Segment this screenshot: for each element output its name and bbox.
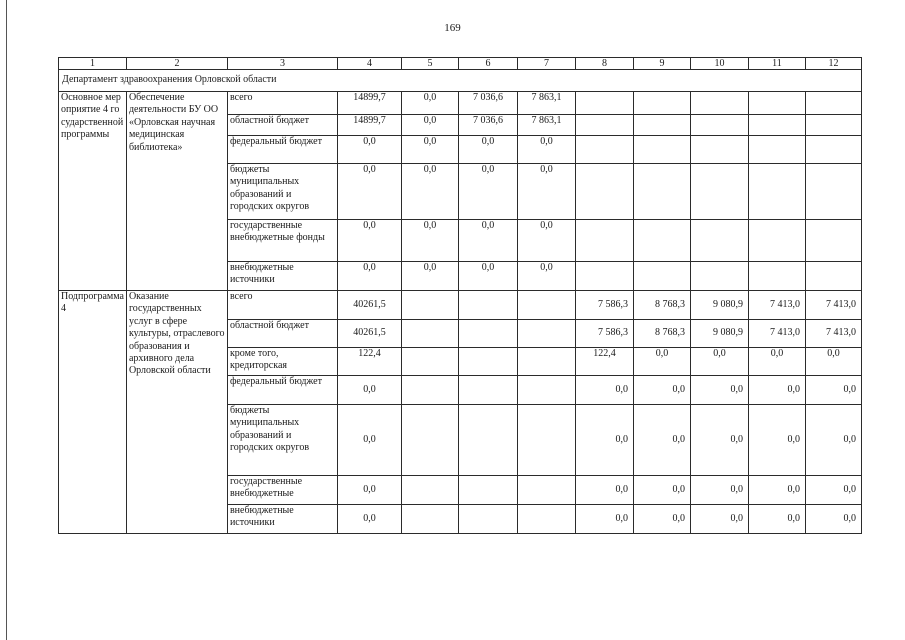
column-header: 6 xyxy=(458,58,517,70)
empty-cell xyxy=(748,220,805,262)
value-cell: 122,4 xyxy=(337,348,401,376)
value-cell: 40261,5 xyxy=(337,291,401,320)
funding-source-cell: кроме того, кредиторская xyxy=(227,348,337,376)
value-cell: 7 586,3 xyxy=(575,291,633,320)
column-header: 11 xyxy=(748,58,805,70)
value-cell: 0,0 xyxy=(805,376,861,405)
department-row xyxy=(59,70,862,92)
value-cell: 0,0 xyxy=(337,164,401,220)
value-cell: 0,0 xyxy=(690,505,748,534)
value-cell: 0,0 xyxy=(337,262,401,291)
empty-cell xyxy=(458,376,517,405)
funding-source-cell: внебюджетные источники xyxy=(227,505,337,534)
empty-cell xyxy=(517,405,575,476)
value-cell: 8 768,3 xyxy=(633,320,690,348)
scan-edge-line xyxy=(6,0,7,640)
value-cell: 40261,5 xyxy=(337,320,401,348)
column-header: 4 xyxy=(337,58,401,70)
column-header: 8 xyxy=(575,58,633,70)
value-cell: 0,0 xyxy=(458,262,517,291)
value-cell: 0,0 xyxy=(690,476,748,505)
empty-cell xyxy=(517,320,575,348)
funding-source-cell: государственные внебюджетные фонды xyxy=(227,220,337,262)
value-cell: 0,0 xyxy=(517,262,575,291)
empty-cell xyxy=(458,476,517,505)
value-cell: 0,0 xyxy=(401,220,458,262)
activity-kind-cell: Подпрограмма 4 xyxy=(59,291,127,534)
empty-cell xyxy=(690,220,748,262)
funding-source-cell: бюджеты муниципальных образований и городских округов xyxy=(227,164,337,220)
value-cell: 0,0 xyxy=(458,220,517,262)
empty-cell xyxy=(458,505,517,534)
value-cell: 7 036,6 xyxy=(458,92,517,115)
value-cell: 0,0 xyxy=(517,136,575,164)
value-cell: 0,0 xyxy=(337,476,401,505)
empty-cell xyxy=(690,262,748,291)
empty-cell xyxy=(633,136,690,164)
empty-cell xyxy=(517,476,575,505)
budget-table xyxy=(58,57,862,534)
empty-cell xyxy=(575,262,633,291)
value-cell: 0,0 xyxy=(748,376,805,405)
value-cell: 7 413,0 xyxy=(805,291,861,320)
value-cell: 7 863,1 xyxy=(517,115,575,136)
activity-name-cell: Оказание государственных услуг в сфере культуры, отраслевого образования и архивного дела Орловской области xyxy=(126,291,227,534)
empty-cell xyxy=(690,164,748,220)
empty-cell xyxy=(748,92,805,115)
funding-source-cell: областной бюджет xyxy=(227,320,337,348)
column-number-row xyxy=(59,58,862,70)
empty-cell xyxy=(401,320,458,348)
funding-source-cell: государственные внебюджетные xyxy=(227,476,337,505)
value-cell: 0,0 xyxy=(401,164,458,220)
empty-cell xyxy=(517,348,575,376)
value-cell: 122,4 xyxy=(575,348,633,376)
empty-cell xyxy=(748,262,805,291)
empty-cell xyxy=(805,262,861,291)
value-cell: 0,0 xyxy=(633,376,690,405)
value-cell: 0,0 xyxy=(458,136,517,164)
funding-source-cell: областной бюджет xyxy=(227,115,337,136)
value-cell: 0,0 xyxy=(805,505,861,534)
column-header: 7 xyxy=(517,58,575,70)
value-cell: 0,0 xyxy=(805,405,861,476)
empty-cell xyxy=(575,164,633,220)
value-cell: 0,0 xyxy=(690,376,748,405)
funding-source-cell: федеральный бюджет xyxy=(227,136,337,164)
budget-table-wrapper xyxy=(58,57,862,534)
empty-cell xyxy=(401,348,458,376)
value-cell: 0,0 xyxy=(575,505,633,534)
value-cell: 9 080,9 xyxy=(690,320,748,348)
department-name: Департамент здравоохранения Орловской области xyxy=(59,70,862,92)
column-header: 10 xyxy=(690,58,748,70)
funding-source-cell: федеральный бюджет xyxy=(227,376,337,405)
empty-cell xyxy=(633,92,690,115)
empty-cell xyxy=(748,136,805,164)
table-row xyxy=(59,291,862,320)
value-cell: 0,0 xyxy=(401,92,458,115)
empty-cell xyxy=(517,376,575,405)
value-cell: 0,0 xyxy=(633,505,690,534)
value-cell: 0,0 xyxy=(575,376,633,405)
value-cell: 7 413,0 xyxy=(748,291,805,320)
value-cell: 14899,7 xyxy=(337,115,401,136)
value-cell: 0,0 xyxy=(517,164,575,220)
value-cell: 0,0 xyxy=(690,405,748,476)
value-cell: 0,0 xyxy=(633,348,690,376)
empty-cell xyxy=(748,115,805,136)
empty-cell xyxy=(575,136,633,164)
column-header: 2 xyxy=(126,58,227,70)
value-cell: 9 080,9 xyxy=(690,291,748,320)
column-header: 3 xyxy=(227,58,337,70)
empty-cell xyxy=(690,92,748,115)
value-cell: 0,0 xyxy=(337,405,401,476)
column-header: 12 xyxy=(805,58,861,70)
column-header: 5 xyxy=(401,58,458,70)
empty-cell xyxy=(517,291,575,320)
value-cell: 7 863,1 xyxy=(517,92,575,115)
empty-cell xyxy=(575,92,633,115)
empty-cell xyxy=(401,376,458,405)
value-cell: 0,0 xyxy=(458,164,517,220)
value-cell: 0,0 xyxy=(337,376,401,405)
empty-cell xyxy=(575,115,633,136)
empty-cell xyxy=(575,220,633,262)
value-cell: 0,0 xyxy=(633,405,690,476)
value-cell: 7 036,6 xyxy=(458,115,517,136)
value-cell: 0,0 xyxy=(748,405,805,476)
empty-cell xyxy=(805,115,861,136)
empty-cell xyxy=(690,115,748,136)
column-header: 9 xyxy=(633,58,690,70)
activity-kind-cell: Основное мероприятие 4 государственной программы xyxy=(59,92,127,291)
value-cell: 0,0 xyxy=(748,476,805,505)
value-cell: 0,0 xyxy=(401,262,458,291)
value-cell: 7 413,0 xyxy=(805,320,861,348)
table-row xyxy=(59,92,862,115)
empty-cell xyxy=(458,291,517,320)
value-cell: 0,0 xyxy=(748,348,805,376)
value-cell: 0,0 xyxy=(633,476,690,505)
funding-source-cell: внебюджетные источники xyxy=(227,262,337,291)
empty-cell xyxy=(401,505,458,534)
value-cell: 0,0 xyxy=(401,136,458,164)
value-cell: 0,0 xyxy=(337,505,401,534)
value-cell: 0,0 xyxy=(575,405,633,476)
empty-cell xyxy=(805,164,861,220)
page-number: 169 xyxy=(444,22,461,34)
funding-source-cell: всего xyxy=(227,92,337,115)
column-header: 1 xyxy=(59,58,127,70)
empty-cell xyxy=(458,320,517,348)
value-cell: 0,0 xyxy=(748,505,805,534)
empty-cell xyxy=(805,92,861,115)
empty-cell xyxy=(633,262,690,291)
empty-cell xyxy=(633,115,690,136)
empty-cell xyxy=(458,348,517,376)
value-cell: 0,0 xyxy=(805,476,861,505)
funding-source-cell: всего xyxy=(227,291,337,320)
value-cell: 14899,7 xyxy=(337,92,401,115)
empty-cell xyxy=(805,136,861,164)
empty-cell xyxy=(633,220,690,262)
value-cell: 0,0 xyxy=(690,348,748,376)
value-cell: 0,0 xyxy=(337,136,401,164)
empty-cell xyxy=(690,136,748,164)
empty-cell xyxy=(401,405,458,476)
empty-cell xyxy=(458,405,517,476)
empty-cell xyxy=(401,291,458,320)
funding-source-cell: бюджеты муниципальных образований и городских округов xyxy=(227,405,337,476)
empty-cell xyxy=(633,164,690,220)
value-cell: 0,0 xyxy=(517,220,575,262)
value-cell: 0,0 xyxy=(575,476,633,505)
empty-cell xyxy=(805,220,861,262)
value-cell: 7 586,3 xyxy=(575,320,633,348)
value-cell: 0,0 xyxy=(805,348,861,376)
empty-cell xyxy=(748,164,805,220)
empty-cell xyxy=(517,505,575,534)
empty-cell xyxy=(401,476,458,505)
value-cell: 0,0 xyxy=(337,220,401,262)
value-cell: 8 768,3 xyxy=(633,291,690,320)
value-cell: 7 413,0 xyxy=(748,320,805,348)
activity-name-cell: Обеспечение деятельности БУ ОО «Орловская научная медицинская библиотека» xyxy=(126,92,227,291)
value-cell: 0,0 xyxy=(401,115,458,136)
